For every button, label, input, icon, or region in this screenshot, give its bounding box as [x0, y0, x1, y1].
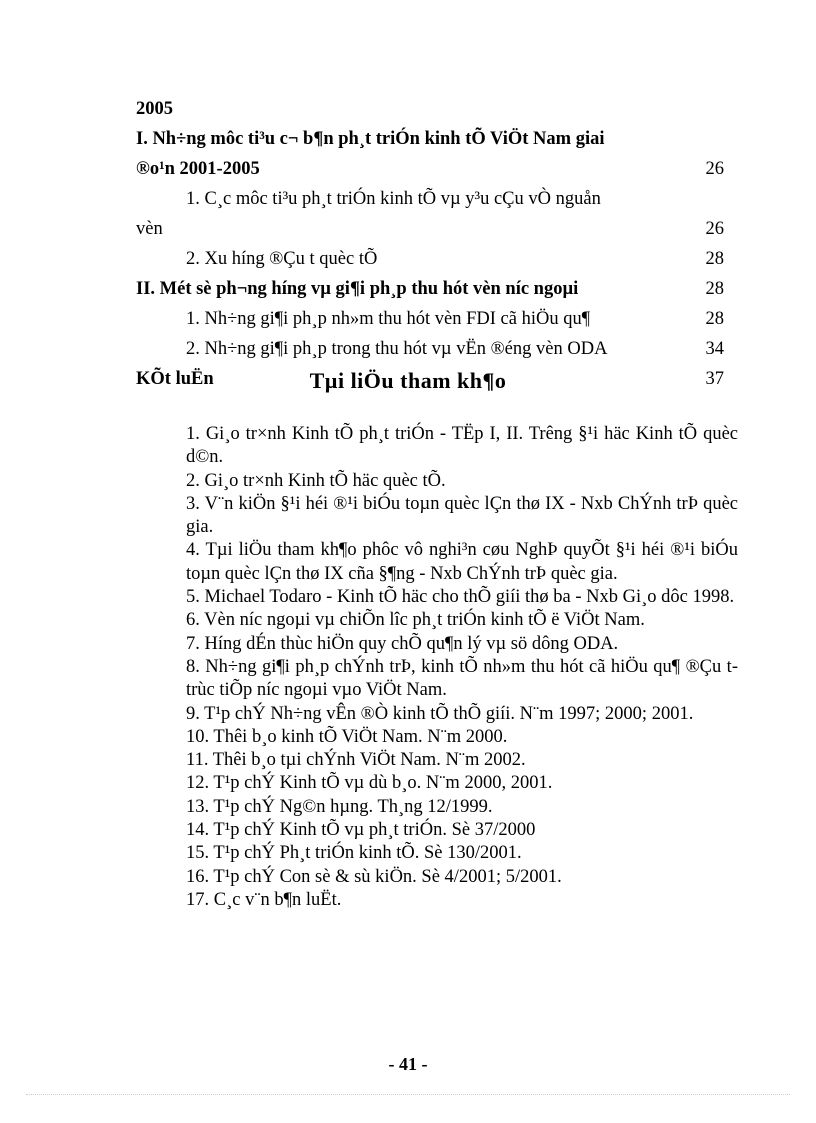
toc-line	[136, 244, 736, 274]
toc-line-page: 28	[705, 279, 724, 299]
toc-line	[136, 334, 736, 364]
toc-line-text: I. Nh÷ng môc ti³u c¬ b¶n ph¸t triÓn kinh tÕ ViÖt Nam giai	[136, 129, 605, 149]
page-bottom-divider	[26, 1094, 790, 1095]
toc-line-text: KÕt luËn	[136, 369, 214, 389]
toc-line-text: 1. Nh÷ng gi¶i ph¸p nh»m thu hót vèn FDI cã hiÖu qu¶	[186, 309, 591, 329]
toc-line-text: vèn	[136, 219, 163, 239]
reference-item: 3. V¨n kiÖn §¹i héi ®¹i biÓu toµn quèc lÇn thø IX - Nxb ChÝnh trÞ quèc gia.	[186, 493, 738, 538]
reference-item: 2. Gi¸o tr×nh Kinh tÕ häc quèc tÕ.	[186, 470, 446, 491]
reference-item: 10. Thêi b¸o kinh tÕ ViÖt Nam. N¨m 2000.	[186, 726, 508, 747]
toc-line	[136, 154, 736, 184]
toc-line-page: 37	[705, 369, 724, 389]
references-list	[186, 423, 738, 912]
reference-item: 4. Tµi liÖu tham kh¶o phôc vô nghi³n cøu NghÞ quyÕt §¹i héi ®¹i biÓu toµn quèc lÇn thø IX cña §¶ng - Nxb ChÝnh trÞ quèc gia.	[186, 540, 738, 584]
reference-item: 12. T¹p chÝ Kinh tÕ vµ dù b¸o. N¨m 2000, 2001.	[186, 773, 553, 794]
reference-item: 11. Thêi b¸o tµi chÝnh ViÖt Nam. N¨m 2002.	[186, 750, 526, 771]
table-of-contents	[136, 94, 736, 394]
toc-line-text: II. Mét sè ph¬ng híng vµ gi¶i ph¸p thu hót vèn níc ngoµi	[136, 279, 579, 299]
toc-line	[136, 274, 736, 304]
reference-item: 5. Michael Todaro - Kinh tÕ häc cho thÕ giíi thø ba - Nxb Gi¸o dôc 1998.	[186, 587, 735, 608]
toc-line	[136, 94, 736, 124]
toc-line-page: 28	[705, 249, 724, 269]
toc-line-text: ®o¹n 2001-2005	[136, 159, 260, 179]
references-title: Tµi liÖu tham kh¶o	[309, 368, 507, 393]
toc-line-page: 28	[705, 309, 724, 329]
toc-line	[136, 304, 736, 334]
reference-item: 1. Gi¸o tr×nh Kinh tÕ ph¸t triÓn - TËp I, II. Trêng §¹i häc Kinh tÕ quèc d©n.	[186, 424, 738, 468]
toc-line-text: 1. C¸c môc ti³u ph¸t triÓn kinh tÕ vµ y³u cÇu vÒ nguån	[186, 189, 601, 209]
toc-line	[136, 184, 736, 214]
reference-item: 17. C¸c v¨n b¶n luËt.	[186, 889, 342, 910]
toc-line-page: 34	[705, 339, 724, 359]
reference-item: 15. T¹p chÝ Ph¸t triÓn kinh tÕ. Sè 130/2001.	[186, 843, 522, 864]
reference-item: 6. Vèn níc ngoµi vµ chiÕn lîc ph¸t triÓn kinh tÕ ë ViÖt Nam.	[186, 610, 645, 631]
toc-line-page: 26	[705, 159, 724, 179]
toc-line-page: 26	[705, 219, 724, 239]
reference-item: 16. T¹p chÝ Con sè & sù kiÖn. Sè 4/2001; 5/2001.	[186, 866, 562, 887]
toc-line	[136, 214, 736, 244]
reference-item: 13. T¹p chÝ Ng©n hµng. Th¸ng 12/1999.	[186, 796, 493, 817]
toc-line-text: 2. Xu híng ®Çu t quèc tÕ	[186, 249, 378, 269]
toc-line-text: 2. Nh÷ng gi¶i ph¸p trong thu hót vµ vËn ®éng vèn ODA	[186, 339, 608, 359]
reference-item: 9. T¹p chÝ Nh÷ng vÊn ®Ò kinh tÕ thÕ giíi. N¨m 1997; 2000; 2001.	[186, 703, 694, 724]
reference-item: 8. Nh÷ng gi¶i ph¸p chÝnh trÞ, kinh tÕ nh»m thu hót cã hiÖu qu¶ ®Çu t trùc tiÕp níc ngoµi vµo ViÖt Nam.	[186, 656, 738, 701]
toc-line-text: 2005	[136, 99, 173, 119]
page-number: - 41 -	[388, 1054, 428, 1074]
toc-line	[136, 124, 736, 154]
reference-item: 14. T¹p chÝ Kinh tÕ vµ ph¸t triÓn. Sè 37/2000	[186, 820, 536, 841]
reference-item: 7. Híng dÉn thùc hiÖn quy chÕ qu¶n lý vµ sö dông ODA.	[186, 633, 619, 654]
